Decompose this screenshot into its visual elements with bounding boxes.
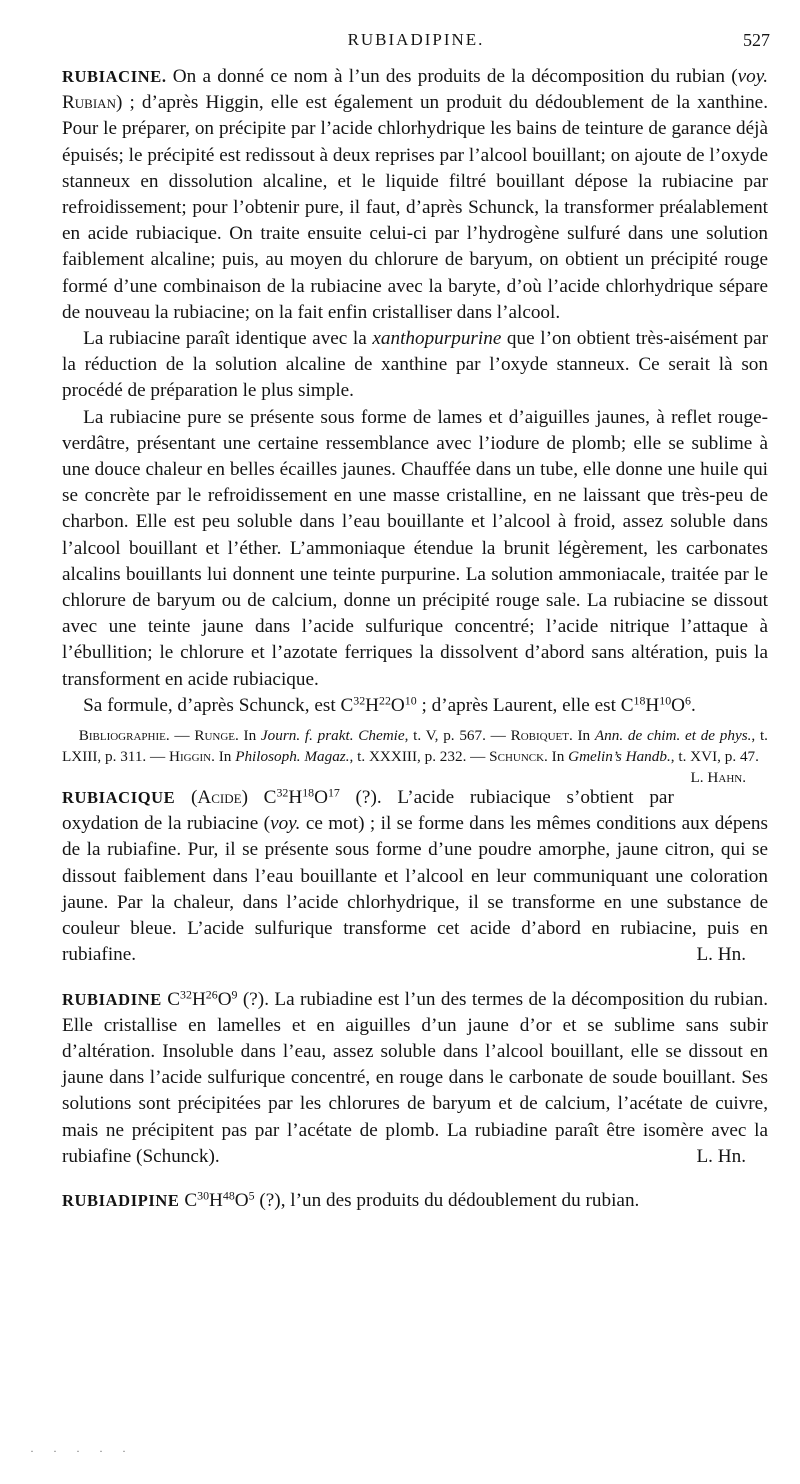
text: H (191, 988, 206, 1010)
text: (?). L’acide rubiacique s’obtient par oxydation de la rubiacine ( (62, 787, 674, 835)
subscript: 9 (231, 986, 238, 1001)
signature: L. Hahn. (690, 769, 746, 787)
scan-noise-dots: · · · · · (30, 1444, 134, 1458)
subscript: 10 (404, 693, 417, 708)
text: , t. XXXIII, p. 232. — (349, 748, 490, 766)
text: H (645, 694, 660, 716)
journal: Journ. f. prakt. Chemie (260, 727, 405, 745)
subscript: 32 (180, 986, 192, 1001)
subscript: 32 (353, 693, 366, 708)
signature: L. Hn. (696, 1145, 746, 1167)
text: C (179, 1189, 198, 1211)
subscript: 30 (197, 1188, 210, 1203)
signature: L. Hn. (696, 944, 746, 966)
text: On a donné ce nom à l’un des produits de la décomposition du rubian ( (166, 66, 738, 87)
text: xanthopurpurine (372, 328, 502, 350)
subscript: 5 (248, 1188, 255, 1203)
text: Acide (197, 787, 242, 809)
text: ce mot) ; il se forme dans les mêmes conditions aux dépens de la rubiafine. Pur, il se présente sous forme d’une poudre amorphe, jaune citron, qui se dissout faiblement dans l’eau bouillante et l’alcool en leur communiquant une coloration jaune. Par la chaleur, dans l’acide chlorhydrique, il se transforme en une substance de couleur bleue. L’acide sulfurique transforme cet acide d’abord en rubiacine, puis en rubiafine. (62, 813, 768, 966)
text: H (288, 787, 303, 809)
text: In (547, 748, 569, 766)
author: Higgin. (169, 748, 215, 766)
text: O (314, 787, 328, 809)
subscript: 17 (327, 785, 340, 800)
subscript: 32 (276, 785, 289, 800)
spacer (62, 969, 768, 987)
text: ( (175, 787, 198, 809)
subscript: 48 (222, 1188, 235, 1203)
author: Robiquet. (510, 727, 573, 745)
text: In (572, 727, 595, 745)
author: Runge. (194, 727, 239, 745)
bibliography-label: Bibliographie. (78, 727, 170, 745)
text: H (209, 1189, 223, 1211)
text: H (365, 694, 380, 716)
page-header (62, 30, 770, 56)
text: voy. (270, 813, 301, 835)
text: O (671, 694, 686, 716)
text: , t. LXIII, p. 311. — (62, 727, 768, 766)
text: . (690, 694, 696, 716)
text: In (238, 727, 261, 745)
journal: Philosoph. Magaz. (235, 748, 350, 766)
text: La rubiacine paraît identique avec la (83, 328, 373, 350)
entry-rubiacine-p2 (62, 326, 768, 405)
entry-rubiacique (62, 785, 768, 968)
subscript: 26 (205, 986, 218, 1001)
text: que l’on obtient très-aisément par la réduction de la solution alcaline de xanthine par l’oxyde stanneux. Ce serait là son procédé de préparation le plus simple. (62, 328, 768, 402)
text: O (234, 1189, 249, 1211)
headword-rubiadine: RUBIADINE (62, 989, 162, 1009)
subscript: 6 (685, 693, 691, 708)
subscript: 18 (633, 693, 646, 708)
entry-rubiacine-formula (62, 693, 768, 719)
page-body (62, 64, 768, 1214)
text: C (161, 988, 181, 1010)
text: O (217, 988, 232, 1010)
text: ; d’après Laurent, elle est C (416, 694, 634, 716)
bibliography (62, 725, 768, 787)
running-title: RUBIADIPINE. (347, 30, 485, 49)
text: — (169, 727, 195, 745)
subscript: 22 (379, 693, 391, 708)
text: , t. V, p. 567. — (404, 727, 511, 745)
headword-rubiadipine: RUBIADIPINE (62, 1190, 180, 1210)
headword-rubiacique: RUBIACIQUE (62, 788, 176, 808)
entry-rubiacine-p3: La rubiacine pure se présente sous forme de lames et d’aiguilles jaunes, à reflet rouge-verdâtre, présentant une certaine ressemblance avec l’iodure de plomb; elle se sublime à une douce chaleur en belles écailles jaunes. Chauffée dans un tube, elle donne une huile qui se concrète par le refroidissement en une masse cristalline, en ne laissant que très-peu de charbon. Elle est peu soluble dans l’eau bouillante et l’alcool à froid, assez soluble dans l’alcool bouillant et l’éther. L’ammoniaque étendue la brunit légèrement, les carbonates alcalins bouillants lui donnent une teinte purpurine. La solution ammoniacale, traitée par le chlorure de baryum ou de calcium, donne un précipité rouge sale. La rubiacine se dissout avec une teinte jaune dans l’acide sulfurique concentré; l’acide nitrique l’attaque à l’ébullition; le chlorure et l’azotate ferriques la dissolvent d’abord sans altération, puis la transforment en acide rubiacique. (62, 406, 768, 690)
text: Sa formule, d’après Schunck, est C (83, 694, 354, 716)
entry-rubiadine (62, 987, 768, 1170)
text: In (214, 748, 236, 766)
headword-rubiacine: RUBIACINE. (62, 67, 167, 86)
journal: Ann. de chim. et de phys. (594, 727, 752, 745)
spacer (62, 1170, 768, 1188)
text: voy. (737, 66, 768, 87)
text: (?), l’un des produits du dédoublement du rubian. (254, 1189, 640, 1211)
journal: Gmelin’s Handb. (568, 748, 671, 766)
author: Schunck. (489, 748, 548, 766)
subscript: 18 (302, 785, 315, 800)
spacer (62, 767, 768, 785)
entry-rubiacine-p1 (62, 64, 768, 326)
entry-rubiadipine (62, 1188, 768, 1214)
text: (?). La rubiadine est l’un des termes de la décomposition du rubian. Elle cristallise en lamelles et en aiguilles d’un jaune d’or et se sublime sans subir d’altération. Insoluble dans l’eau, assez soluble dans l’alcool bouillant, elle se dissout en jaune dans l’acide sulfurique concentré, en rouge dans le carbonate de soude bouillant. Ses solutions sont précipitées par les chlorures de baryum et de calcium, l’acétate de cuivre, mais ne précipitent pas par l’acétate de plomb. La rubiadine paraît être isomère avec la rubiafine (Schunck). (62, 988, 768, 1167)
text: ) ; d’après Higgin, elle est également un produit du dédoublement de la xanthine. Pour le préparer, on précipite par l’acide chlorhydrique les bains de teinture de garance déjà épuisés; le précipité est redissout à deux reprises par l’alcool bouillant; on ajoute de l’oxyde stanneux en dissolution alcaline, et le liquide filtré bouillant dépose la rubiacine par refroidissement; pour l’obtenir pure, il faut, d’après Schunck, la transformer préalablement en acide rubiacique. On traite ensuite celui-ci par l’hydrogène sulfuré dans une solution faiblement alcaline; puis, au moyen du chlorure de baryum, on obtient un précipité rouge formé d’une combinaison de la rubiacine avec la baryte, d’où l’acide chlorhydrique sépare de nouveau la rubiacine; on la fait enfin cristalliser dans l’alcool. (62, 92, 768, 323)
page-number: 527 (743, 30, 770, 50)
text: , t. XVI, p. 47. (670, 748, 759, 766)
subscript: 10 (659, 693, 672, 708)
text: O (390, 694, 405, 716)
text: ) C (241, 787, 277, 809)
cross-reference: Rubian (62, 92, 116, 114)
